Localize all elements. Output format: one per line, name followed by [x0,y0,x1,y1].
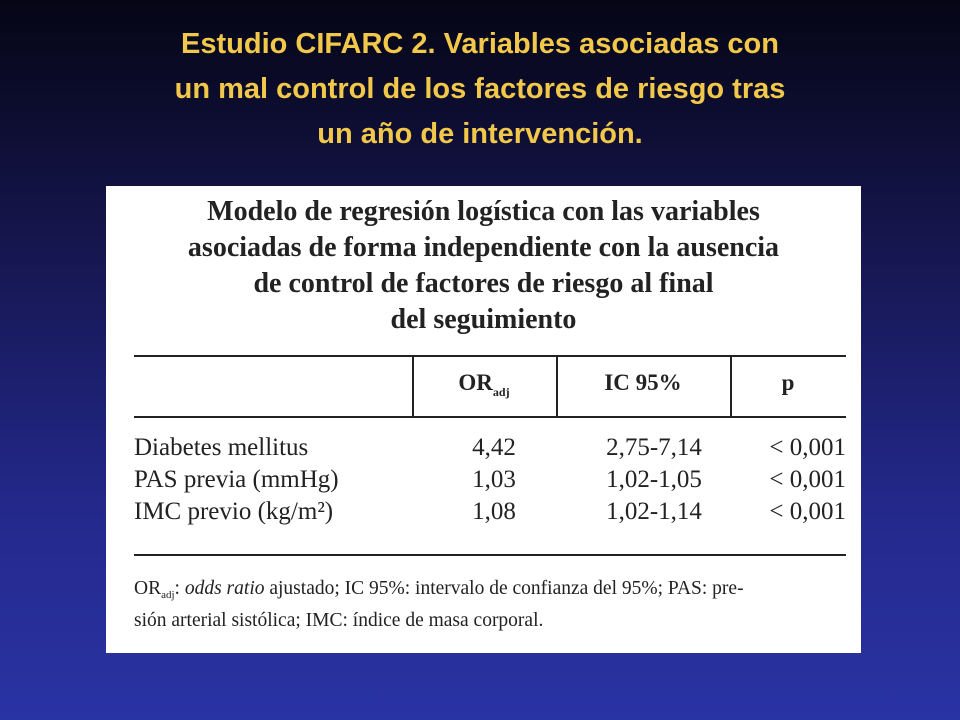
table-heading [106,194,861,338]
row-or-value: 1,08 [472,498,516,525]
column-header-ic: IC 95% [604,370,682,395]
title-line-2: un mal control de los factores de riesgo tras [174,73,786,105]
table-row [134,497,846,527]
title-line-1: Estudio CIFARC 2. Variables asociadas con [181,28,779,60]
footnote-separator: : [174,578,185,599]
title-line-3: un año de intervención. [317,118,643,150]
table-heading-line-3: de control de factores de riesgo al final [253,268,714,299]
row-p-value: < 0,001 [769,498,846,525]
row-or-value: 4,42 [472,434,516,461]
row-label: Diabetes mellitus [134,434,309,461]
footnote-or-subscript: adj [161,589,175,601]
row-label: IMC previo (kg/m²) [134,498,334,525]
row-or-value: 1,03 [472,466,516,493]
footnote-line-2: sión arterial sistólica; IMC: índice de masa corporal. [134,610,544,631]
table-heading-line-1: Modelo de regresión logística con las variables [207,196,760,227]
slide-title [0,22,960,157]
table-header-rule [134,416,846,418]
column-header-or [412,370,556,400]
table-heading-line-2: asociadas de forma independiente con la ausencia [187,232,780,263]
row-ic-value: 1,02-1,14 [606,498,702,525]
table-heading-line-4: del seguimiento [390,304,577,335]
footnote-line-1-rest: ajustado; IC 95%: intervalo de confianza del 95%; PAS: pre- [264,578,744,599]
table-top-rule [134,355,846,357]
column-header-p: p [781,370,795,395]
table-footnote [134,576,846,634]
row-ic-value: 1,02-1,05 [606,466,702,493]
column-header-or-label: OR [458,370,493,395]
row-p-value: < 0,001 [769,434,846,461]
column-header-or-subscript: adj [492,385,510,399]
row-p-value: < 0,001 [769,466,846,493]
table-bottom-rule [134,554,846,556]
table-row [134,433,846,463]
footnote-or: OR [134,578,162,599]
footnote-odds-ratio: odds ratio [184,578,265,599]
table-image-panel [106,186,861,653]
footnote-line-1 [134,576,846,608]
row-ic-value: 2,75-7,14 [606,434,702,461]
table-row [134,465,846,495]
row-label: PAS previa (mmHg) [134,466,339,493]
